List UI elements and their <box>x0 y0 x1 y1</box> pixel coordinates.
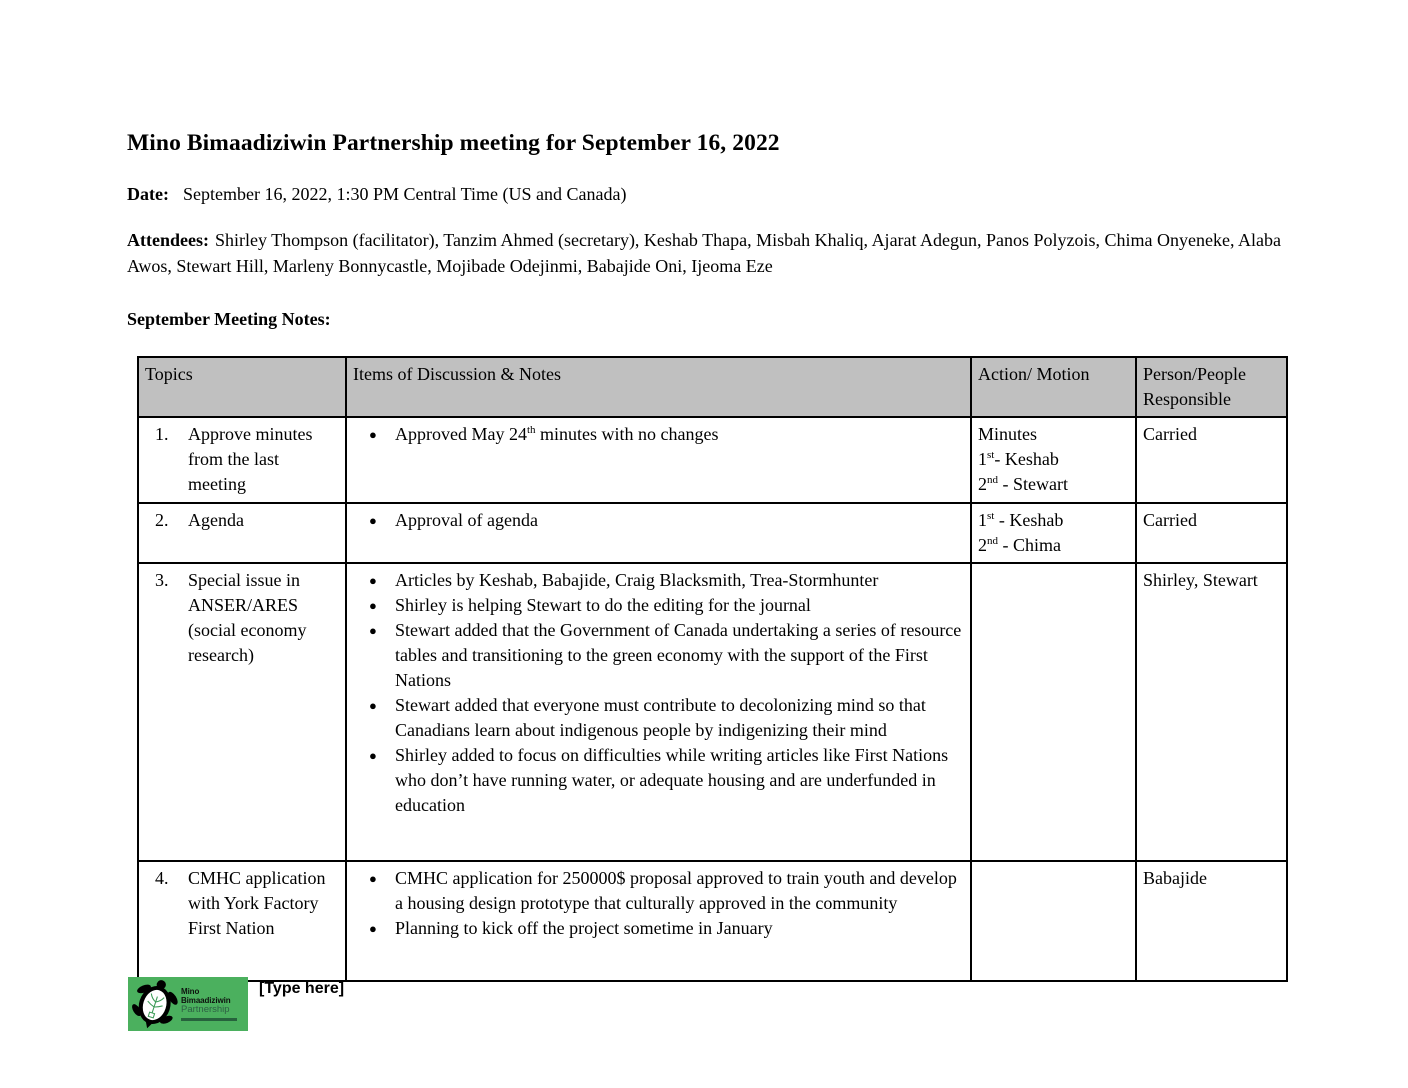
bullet-text: CMHC application for 250000$ proposal approved to train youth and develop a housing design prototype that culturally approved in the community <box>395 868 957 913</box>
person-text: Carried <box>1143 510 1197 530</box>
bullet-icon: ● <box>369 427 377 442</box>
column-header-topics: Topics <box>138 357 346 417</box>
items-cell <box>346 503 971 563</box>
attendees-label: Attendees: <box>127 230 209 250</box>
items-cell <box>346 861 971 981</box>
bullet-icon: ● <box>369 921 377 936</box>
person-responsible-cell <box>1136 563 1287 861</box>
bullet-text: Shirley is helping Stewart to do the editing for the journal <box>395 595 811 615</box>
table-row <box>138 563 1287 861</box>
bullet-item <box>353 916 964 941</box>
bullet-text: Planning to kick off the project sometime in January <box>395 918 773 938</box>
bullet-item <box>353 866 964 916</box>
bullet-item <box>353 568 964 593</box>
action-line: 2nd - Chima <box>978 535 1061 555</box>
person-responsible-cell <box>1136 503 1287 563</box>
date-value: September 16, 2022, 1:30 PM Central Time (US and Canada) <box>182 184 627 204</box>
person-text: Carried <box>1143 424 1197 444</box>
action-motion-cell <box>971 861 1136 981</box>
bullet-icon: ● <box>369 698 377 713</box>
meeting-notes-table <box>137 356 1288 982</box>
bullet-text: Articles by Keshab, Babajide, Craig Blacksmith, Trea-Stormhunter <box>395 570 879 590</box>
person-text: Babajide <box>1143 868 1207 888</box>
topic-number: 1. <box>155 424 169 444</box>
bullet-icon: ● <box>369 573 377 588</box>
topic-cell <box>138 417 346 503</box>
topic-cell <box>138 861 346 981</box>
action-line: Minutes <box>978 424 1038 444</box>
bullet-text: Approved May 24th minutes with no changes <box>395 424 719 444</box>
footer-type-here-placeholder[interactable]: [Type here] <box>259 980 345 997</box>
action-line: 2nd - Stewart <box>978 474 1068 494</box>
table-header-row <box>138 357 1287 417</box>
action-motion-cell <box>971 563 1136 861</box>
bullet-item <box>353 693 964 743</box>
topic-cell <box>138 503 346 563</box>
bullet-text: Stewart added that everyone must contribute to decolonizing mind so that Canadians learn about indigenous people by indigenizing their mind <box>395 695 926 740</box>
person-responsible-cell <box>1136 417 1287 503</box>
bullet-text: Approval of agenda <box>395 510 538 530</box>
topic-text: CMHC application with York Factory First Nation <box>188 868 326 938</box>
partnership-logo <box>128 977 248 1031</box>
table-row <box>138 417 1287 503</box>
topic-number: 4. <box>155 868 169 888</box>
turtle-icon <box>130 979 180 1029</box>
attendees-line <box>127 227 1286 279</box>
person-responsible-cell <box>1136 861 1287 981</box>
table-row <box>138 861 1287 981</box>
action-motion-cell <box>971 417 1136 503</box>
person-text: Shirley, Stewart <box>1143 570 1258 590</box>
bullet-item <box>353 593 964 618</box>
logo-text <box>181 987 237 1021</box>
items-cell <box>346 417 971 503</box>
bullet-icon: ● <box>369 623 377 638</box>
column-header-action: Action/ Motion <box>971 357 1136 417</box>
action-line: 1st- Keshab <box>978 449 1059 469</box>
action-line: 1st - Keshab <box>978 510 1064 530</box>
logo-line-3: Partnership <box>181 1004 230 1015</box>
date-line <box>127 181 1286 207</box>
column-header-items: Items of Discussion & Notes <box>346 357 971 417</box>
bullet-icon: ● <box>369 513 377 528</box>
page-title: Mino Bimaadiziwin Partnership meeting for September 16, 2022 <box>127 130 780 156</box>
topic-number: 3. <box>155 570 169 590</box>
bullet-text: Stewart added that the Government of Canada undertaking a series of resource tables and transitioning to the green economy with the support of the First Nations <box>395 620 962 690</box>
bullet-item <box>353 743 964 818</box>
bullet-icon: ● <box>369 871 377 886</box>
bullet-icon: ● <box>369 598 377 613</box>
date-label: Date: <box>127 184 169 204</box>
topic-cell <box>138 563 346 861</box>
topic-text: Special issue in ANSER/ARES (social economy research) <box>188 570 307 665</box>
bullet-item <box>353 618 964 693</box>
column-header-person: Person/People Responsible <box>1136 357 1287 417</box>
notes-heading: September Meeting Notes: <box>127 309 331 329</box>
items-cell <box>346 563 971 861</box>
topic-text: Agenda <box>188 510 244 530</box>
bullet-icon: ● <box>369 748 377 763</box>
topic-number: 2. <box>155 510 169 530</box>
logo-line-1: Mino <box>181 987 200 996</box>
action-motion-cell <box>971 503 1136 563</box>
bullet-item <box>353 508 964 533</box>
attendees-value: Shirley Thompson (facilitator), Tanzim Ahmed (secretary), Keshab Thapa, Misbah Khaliq, Ajarat Adegun, Panos Polyzois, Chima Onyeneke, Alaba Awos, Stewart Hill, Marleny Bonnycastle, Mojibade Odejinmi, Babajide Oni, Ijeoma Eze <box>127 230 1281 276</box>
topic-text: Approve minutes from the last meeting <box>188 424 313 494</box>
bullet-text: Shirley added to focus on difficulties while writing articles like First Nations who don’t have running water, or adequate housing and are underfunded in education <box>395 745 949 815</box>
bullet-item <box>353 422 964 447</box>
logo-tagline <box>181 1018 237 1021</box>
page-footer <box>128 977 344 1031</box>
table-row <box>138 503 1287 563</box>
logo-line-2: Bimaadiziwin <box>181 996 231 1005</box>
